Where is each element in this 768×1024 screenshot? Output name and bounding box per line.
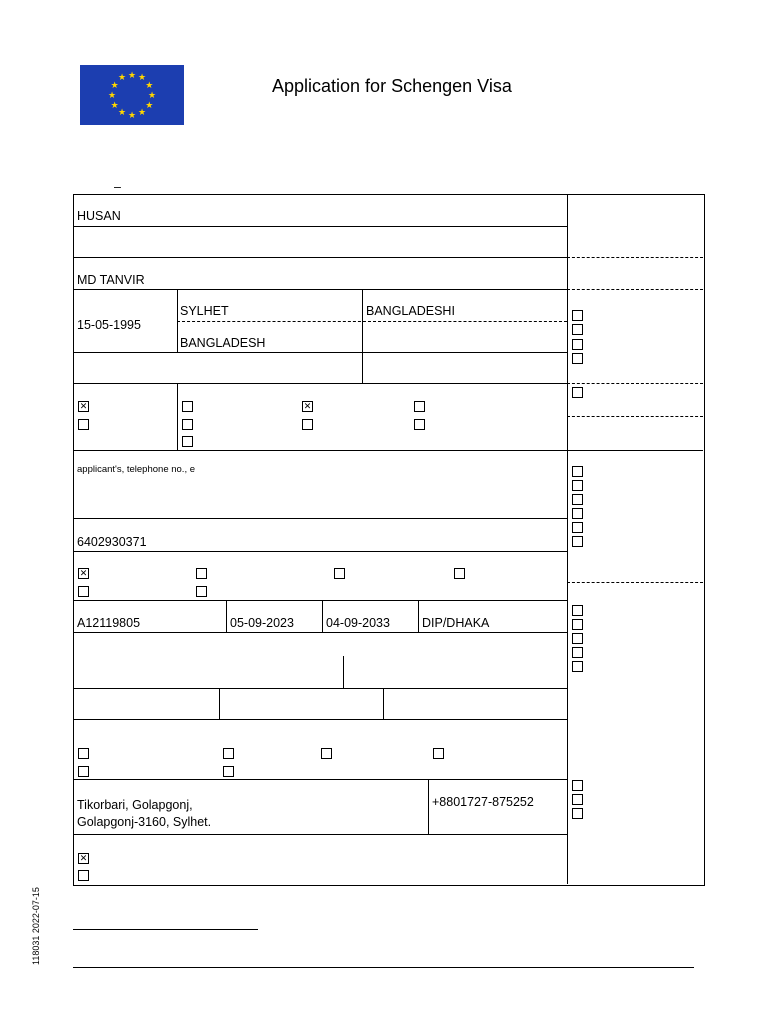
rule [177, 321, 567, 322]
rule [567, 582, 703, 583]
official-checkbox[interactable] [572, 508, 583, 519]
rule [567, 383, 703, 384]
rule [73, 518, 567, 519]
address-line2[interactable]: Golapgonj-3160, Sylhet. [77, 815, 212, 829]
address-line1[interactable]: Tikorbari, Golapgonj, [77, 798, 193, 812]
form-frame [73, 194, 705, 886]
rule [73, 600, 567, 601]
flag-star-icon: ★ [107, 89, 117, 100]
side-code: 118031 2022-07-15 [31, 887, 41, 965]
marital-separated-checkbox[interactable] [302, 401, 313, 412]
official-checkbox[interactable] [572, 661, 583, 672]
flag-star-icon: ★ [110, 79, 119, 90]
issue-date-value[interactable]: 05-09-2023 [230, 616, 294, 630]
official-checkbox[interactable] [572, 808, 583, 819]
relation-dependent-ascendant-checkbox[interactable] [223, 766, 234, 777]
doc-diplomatic-passport-checkbox[interactable] [78, 586, 89, 597]
rule [226, 600, 227, 632]
sex-female-checkbox[interactable] [78, 419, 89, 430]
rule [73, 834, 567, 835]
right-column-divider [567, 194, 568, 884]
official-checkbox[interactable] [572, 633, 583, 644]
official-checkbox[interactable] [572, 536, 583, 547]
surname-value[interactable]: HUSAN [77, 209, 121, 223]
applicant-note: applicant's, telephone no., e [77, 464, 196, 475]
official-checkbox[interactable] [572, 480, 583, 491]
rule [418, 600, 419, 632]
header-dash: – [114, 180, 121, 194]
rule [567, 289, 703, 290]
official-checkbox[interactable] [572, 324, 583, 335]
official-checkbox[interactable] [572, 780, 583, 791]
official-checkbox[interactable] [572, 353, 583, 364]
rule [567, 450, 703, 451]
rule [343, 656, 344, 688]
date-of-birth-value[interactable]: 15-05-1995 [77, 318, 141, 332]
official-checkbox[interactable] [572, 466, 583, 477]
doc-official-passport-checkbox[interactable] [196, 586, 207, 597]
rule [73, 450, 567, 451]
relation-child-checkbox[interactable] [78, 766, 89, 777]
eu-flag-icon [80, 65, 184, 125]
first-name-value[interactable]: MD TANVIR [77, 273, 145, 287]
residence-no-checkbox[interactable] [78, 853, 89, 864]
marital-single-checkbox[interactable] [182, 401, 193, 412]
flag-star-icon: ★ [147, 89, 157, 100]
official-checkbox[interactable] [572, 310, 583, 321]
rule [73, 551, 567, 552]
flag-star-icon: ★ [137, 106, 147, 117]
rule [73, 632, 567, 633]
rule [73, 719, 567, 720]
rule [177, 383, 178, 450]
relation-registered-partnership-checkbox[interactable] [321, 748, 332, 759]
rule [177, 289, 178, 352]
rule [567, 416, 703, 417]
official-checkbox[interactable] [572, 522, 583, 533]
expiry-date-value[interactable]: 04-09-2033 [326, 616, 390, 630]
flag-star-icon: ★ [145, 99, 154, 110]
doc-special-passport-checkbox[interactable] [334, 568, 345, 579]
doc-ordinary-passport-checkbox[interactable] [78, 568, 89, 579]
footer-rule [73, 967, 694, 968]
official-checkbox[interactable] [572, 794, 583, 805]
rule [73, 257, 567, 258]
rule [219, 688, 220, 719]
passport-number-value[interactable]: A12119805 [77, 616, 141, 630]
signature-line [73, 929, 258, 930]
official-checkbox[interactable] [572, 619, 583, 630]
flag-star-icon: ★ [127, 69, 137, 80]
rule [177, 352, 567, 353]
place-of-birth-value[interactable]: SYLHET [180, 304, 229, 318]
rule [73, 226, 567, 227]
official-checkbox[interactable] [572, 387, 583, 398]
flag-star-icon: ★ [117, 106, 127, 117]
relation-other-checkbox[interactable] [433, 748, 444, 759]
rule [73, 289, 567, 290]
marital-partnership-checkbox[interactable] [182, 436, 193, 447]
flag-star-icon: ★ [137, 72, 147, 83]
marital-divorced-checkbox[interactable] [302, 419, 313, 430]
rule [428, 779, 429, 834]
rule [322, 600, 323, 632]
marital-married-checkbox[interactable] [182, 419, 193, 430]
rule [73, 383, 567, 384]
rule [383, 688, 384, 719]
page-title: Application for Schengen Visa [272, 76, 512, 96]
official-checkbox[interactable] [572, 647, 583, 658]
country-of-birth-value[interactable]: BANGLADESH [180, 336, 266, 350]
flag-star-icon: ★ [127, 109, 137, 120]
national-id-value[interactable]: 6402930371 [77, 535, 147, 549]
official-checkbox[interactable] [572, 339, 583, 350]
nationality-value[interactable]: BANGLADESHI [366, 304, 455, 318]
relation-grandchild-checkbox[interactable] [223, 748, 234, 759]
flag-star-icon: ★ [110, 99, 119, 110]
sex-male-checkbox[interactable] [78, 401, 89, 412]
residence-yes-checkbox[interactable] [78, 870, 89, 881]
flag-star-icon: ★ [117, 72, 127, 83]
phone-value[interactable]: +8801727-875252 [432, 795, 534, 809]
doc-other-checkbox[interactable] [454, 568, 465, 579]
official-checkbox[interactable] [572, 494, 583, 505]
rule [362, 289, 363, 383]
rule [73, 779, 567, 780]
official-checkbox[interactable] [572, 605, 583, 616]
relation-spouse-checkbox[interactable] [78, 748, 89, 759]
doc-service-passport-checkbox[interactable] [196, 568, 207, 579]
rule [73, 352, 177, 353]
rule [73, 688, 567, 689]
flag-star-icon: ★ [145, 79, 154, 90]
rule [567, 257, 703, 258]
marital-widowed-checkbox[interactable] [414, 401, 425, 412]
issued-by-value[interactable]: DIP/DHAKA [422, 616, 490, 630]
marital-other-checkbox[interactable] [414, 419, 425, 430]
